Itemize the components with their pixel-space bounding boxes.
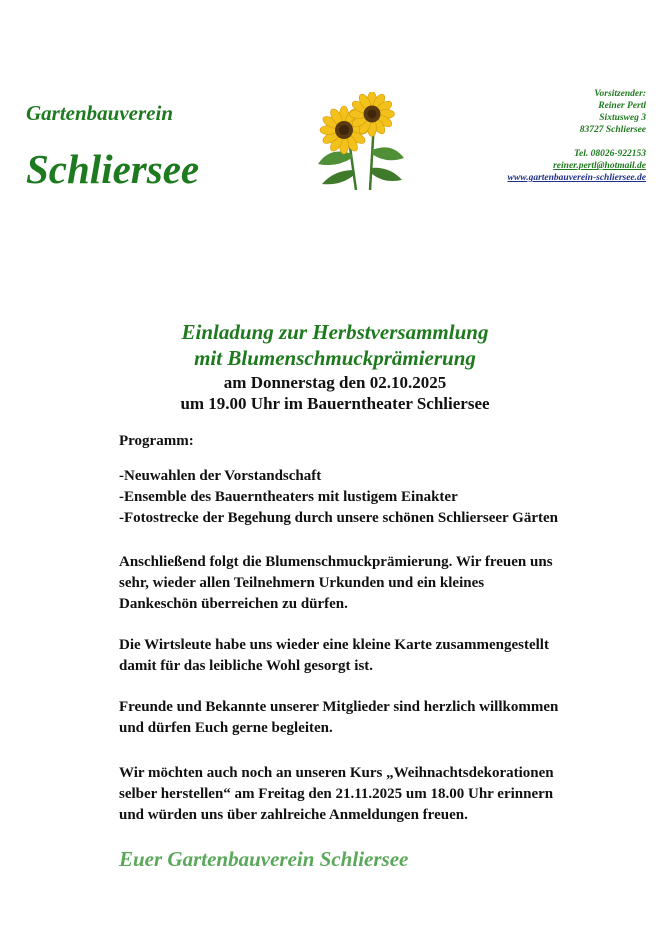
- invitation-title: Einladung zur Herbstversammlung: [181, 320, 489, 344]
- contact-email-link[interactable]: reiner.pertl@hotmail.de: [553, 161, 646, 171]
- contact-block: [508, 88, 646, 184]
- program-item: -Fotostrecke der Begehung durch unsere schönen Schlierseer Gärten: [119, 510, 558, 526]
- paragraph-line: Dankeschön überreichen zu dürfen.: [119, 596, 348, 612]
- paragraph-line: Anschließend folgt die Blumenschmuckprämierung. Wir freuen uns: [119, 554, 553, 570]
- invitation-date: am Donnerstag den 02.10.2025: [223, 373, 447, 392]
- paragraph-guests: [119, 697, 639, 739]
- program-item: -Neuwahlen der Vorstandschaft: [119, 468, 322, 484]
- paragraph-line: und würden uns über zahlreiche Anmeldungen freuen.: [119, 807, 468, 823]
- contact-street: Sixtusweg 3: [599, 113, 646, 123]
- program-list: [119, 466, 639, 529]
- signature: Euer Gartenbauverein Schliersee: [119, 847, 409, 871]
- sunflower-logo-icon: [312, 92, 408, 192]
- program-label: Programm:: [119, 433, 194, 449]
- contact-city: 83727 Schliersee: [579, 125, 646, 135]
- paragraph-line: Wir möchten auch noch an unseren Kurs „Weihnachtsdekorationen: [119, 765, 554, 781]
- contact-name: Reiner Pertl: [598, 101, 646, 111]
- contact-phone: Tel. 08026-922153: [574, 149, 646, 159]
- paragraph-awards: [119, 552, 639, 615]
- paragraph-line: Die Wirtsleute habe uns wieder eine kleine Karte zusammengestellt: [119, 637, 549, 653]
- paragraph-food: [119, 635, 639, 677]
- org-name-line1: Gartenbauverein: [26, 101, 173, 125]
- invitation-time: um 19.00 Uhr im Bauerntheater Schliersee: [180, 394, 490, 413]
- paragraph-line: sehr, wieder allen Teilnehmern Urkunden und ein kleines: [119, 575, 485, 591]
- invitation-subtitle: mit Blumenschmuckprämierung: [194, 346, 476, 370]
- paragraph-line: Freunde und Bekannte unserer Mitglieder sind herzlich willkommen: [119, 699, 559, 715]
- paragraph-line: damit für das leibliche Wohl gesorgt ist.: [119, 658, 374, 674]
- program-item: -Ensemble des Bauerntheaters mit lustigem Einakter: [119, 489, 458, 505]
- contact-website-link[interactable]: www.gartenbauverein-schliersee.de: [507, 173, 646, 183]
- org-name-line2: Schliersee: [26, 146, 200, 192]
- paragraph-line: selber herstellen“ am Freitag den 21.11.2025 um 18.00 Uhr erinnern: [119, 786, 554, 802]
- paragraph-line: und dürfen Euch gerne begleiten.: [119, 720, 333, 736]
- paragraph-course: [119, 763, 639, 826]
- contact-role: Vorsitzender:: [594, 89, 646, 99]
